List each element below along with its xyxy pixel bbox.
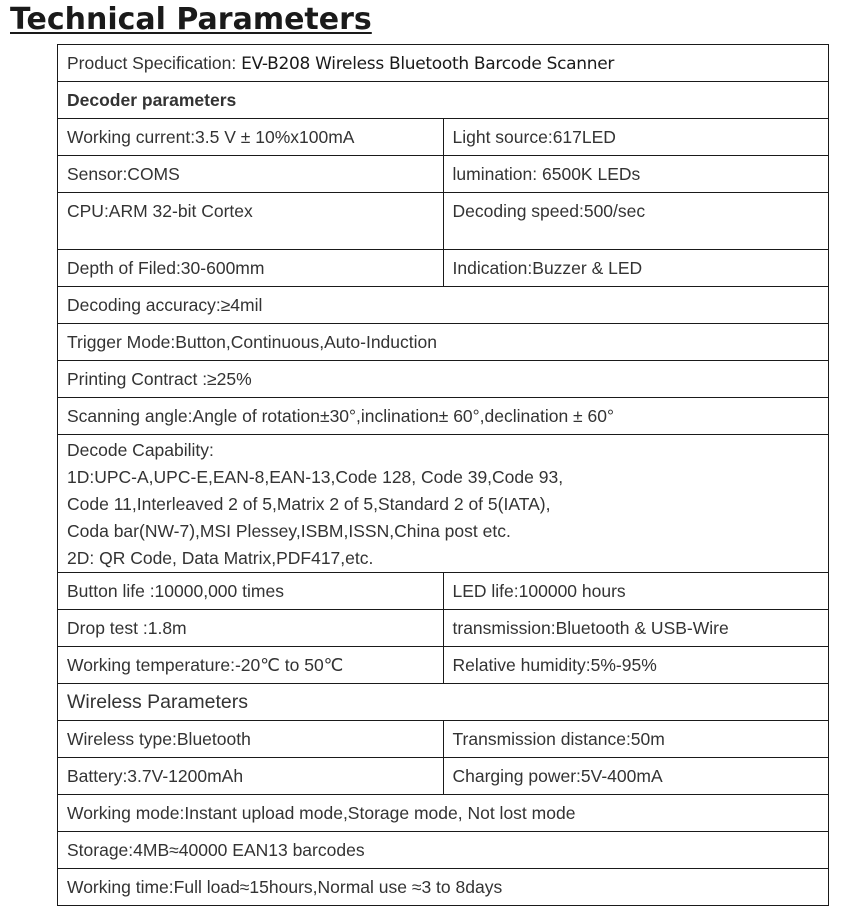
table-row bbox=[58, 610, 829, 647]
table-row bbox=[58, 361, 829, 398]
table-row bbox=[58, 647, 829, 684]
table-row bbox=[58, 193, 829, 250]
table-row bbox=[58, 435, 829, 573]
product-name: EV-B208 Wireless Bluetooth Barcode Scanner bbox=[241, 54, 615, 74]
cell-working-time: Working time:Full load≈15hours,Normal use ≈3 to 8days bbox=[58, 869, 829, 906]
table-row bbox=[58, 573, 829, 610]
table-row bbox=[58, 250, 829, 287]
table-row bbox=[58, 119, 829, 156]
cell-decoding-speed: Decoding speed:500/sec bbox=[443, 193, 829, 250]
decode-capability-line: 1D:UPC-A,UPC-E,EAN-8,EAN-13,Code 128, Code 39,Code 93, bbox=[67, 467, 564, 487]
table-row bbox=[58, 758, 829, 795]
section-header-decoder: Decoder parameters bbox=[58, 82, 829, 119]
decode-capability-line: Code 11,Interleaved 2 of 5,Matrix 2 of 5,Standard 2 of 5(IATA), bbox=[67, 494, 551, 514]
cell-humidity: Relative humidity:5%-95% bbox=[443, 647, 829, 684]
page-title: Technical Parameters bbox=[10, 2, 372, 37]
cell-battery: Battery:3.7V-1200mAh bbox=[58, 758, 444, 795]
cell-wireless-type: Wireless type:Bluetooth bbox=[58, 721, 444, 758]
cell-working-temperature: Working temperature:-20℃ to 50℃ bbox=[58, 647, 444, 684]
table-row bbox=[58, 869, 829, 906]
cell-working-mode: Working mode:Instant upload mode,Storage mode, Not lost mode bbox=[58, 795, 829, 832]
table-row bbox=[58, 45, 829, 82]
cell-transmission: transmission:Bluetooth & USB-Wire bbox=[443, 610, 829, 647]
section-header-wireless: Wireless Parameters bbox=[58, 684, 829, 721]
cell-angle: Scanning angle:Angle of rotation±30°,inclination± 60°,declination ± 60° bbox=[58, 398, 829, 435]
table-row bbox=[58, 721, 829, 758]
cell-cpu: CPU:ARM 32-bit Cortex bbox=[58, 193, 444, 250]
decode-capability-line: 2D: QR Code, Data Matrix,PDF417,etc. bbox=[67, 548, 374, 568]
cell-led-life: LED life:100000 hours bbox=[443, 573, 829, 610]
cell-decode-capability bbox=[58, 435, 829, 573]
table-row bbox=[58, 156, 829, 193]
cell-drop-test: Drop test :1.8m bbox=[58, 610, 444, 647]
cell-light-source: Light source:617LED bbox=[443, 119, 829, 156]
table-row bbox=[58, 82, 829, 119]
product-spec-cell bbox=[58, 45, 829, 82]
table-row bbox=[58, 398, 829, 435]
cell-indication: Indication:Buzzer & LED bbox=[443, 250, 829, 287]
table-row bbox=[58, 324, 829, 361]
product-spec-label: Product Specification: bbox=[67, 53, 237, 73]
spec-table bbox=[57, 44, 829, 906]
cell-working-current: Working current:3.5 V ± 10%x100mA bbox=[58, 119, 444, 156]
decode-capability-line: Coda bar(NW-7),MSI Plessey,ISBM,ISSN,China post etc. bbox=[67, 521, 511, 541]
cell-contract: Printing Contract :≥25% bbox=[58, 361, 829, 398]
cell-trigger: Trigger Mode:Button,Continuous,Auto-Induction bbox=[58, 324, 829, 361]
table-row bbox=[58, 287, 829, 324]
cell-accuracy: Decoding accuracy:≥4mil bbox=[58, 287, 829, 324]
cell-transmission-distance: Transmission distance:50m bbox=[443, 721, 829, 758]
decode-capability-line: Decode Capability: bbox=[67, 440, 214, 460]
cell-charging-power: Charging power:5V-400mA bbox=[443, 758, 829, 795]
cell-depth: Depth of Filed:30-600mm bbox=[58, 250, 444, 287]
cell-button-life: Button life :10000,000 times bbox=[58, 573, 444, 610]
table-row bbox=[58, 832, 829, 869]
cell-storage: Storage:4MB≈40000 EAN13 barcodes bbox=[58, 832, 829, 869]
cell-sensor: Sensor:COMS bbox=[58, 156, 444, 193]
cell-lumination: lumination: 6500K LEDs bbox=[443, 156, 829, 193]
table-row bbox=[58, 795, 829, 832]
table-row bbox=[58, 684, 829, 721]
